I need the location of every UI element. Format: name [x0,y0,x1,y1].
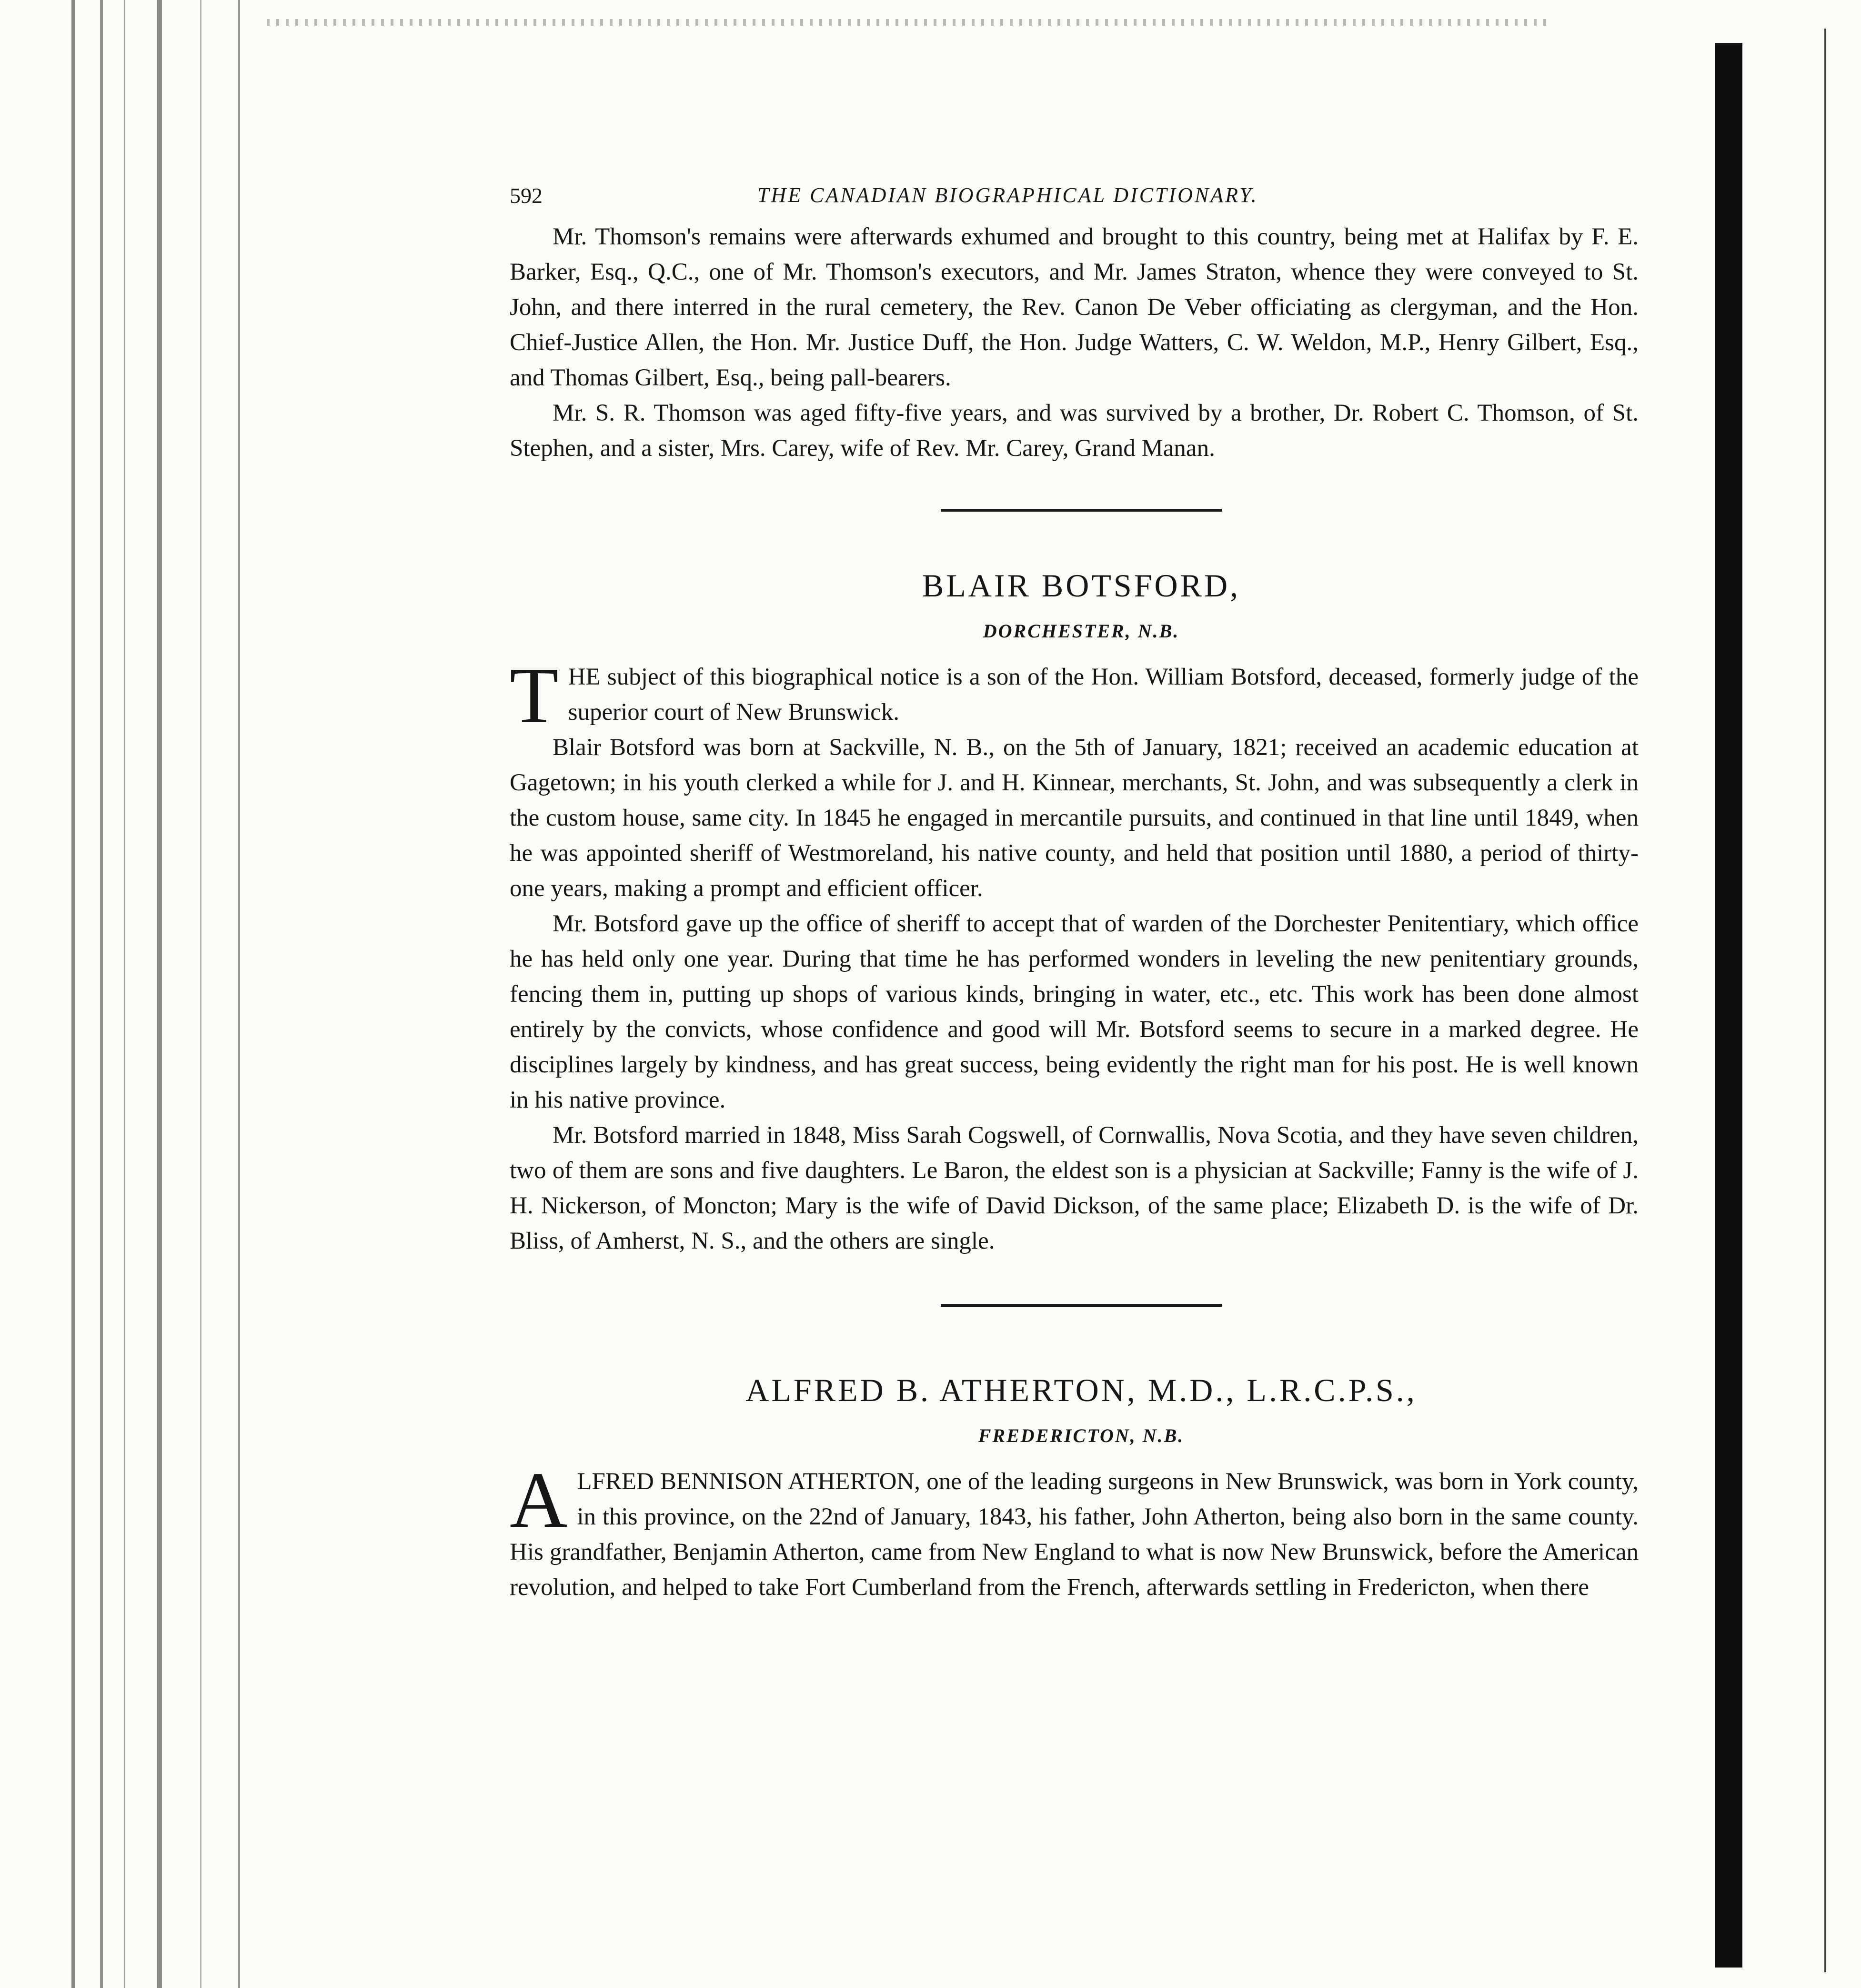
page-number: 592 [510,183,543,208]
entry-opening [510,651,1653,740]
drop-cap: A [510,1456,568,1544]
scan-right-line [1824,29,1826,1972]
intro-section [510,219,1653,466]
scan-right-border [1715,43,1742,1968]
entry-paragraph: Mr. Botsford gave up the office of sheriff to accept that of warden of the Dorchester Penitentiary, which office he has held only one year. During that time he has performed wonders in leveling the new penitentiary grounds, fencing them in, putting up shops of various kinds, bringing in water, etc., etc. This work has been done almost entirely by the convicts, whose confidence and good will Mr. Botsford seems to secure in a marked degree. He disciplines largely by kindness, and has great success, being evidently the right man for his post. He is well known in his native province. [510,910,1639,1113]
entry-botsford [510,566,1653,1259]
running-title: THE CANADIAN BIOGRAPHICAL DICTIONARY. [757,183,1258,207]
entry-atherton [510,1371,1653,1605]
entry-paragraph: Mr. Botsford married in 1848, Miss Sarah Cogswell, of Cornwallis, Nova Scotia, and they have seven children, two of them are sons and five daughters. Le Baron, the eldest son is a physician at Sackville; Fanny is the wife of J. H. Nickerson, of Moncton; Mary is the wife of David Dickson, of the same place; Elizabeth D. is the wife of Dr. Bliss, of Amherst, N. S., and the others are single. [510,1122,1639,1254]
entry-opening [510,1456,1653,1605]
section-divider [941,509,1222,512]
entry-paragraph: Blair Botsford was born at Sackville, N. B., on the 5th of January, 1821; received an academic education at Gagetown; in his youth clerked a while for J. and H. Kinnear, merchants, St. John, and was subsequently a clerk in the custom house, same city. In 1845 he engaged in mercantile pursuits, and continued in that line until 1849, when he was appointed sheriff of Westmoreland, his native county, and held that position until 1880, a period of thirty-one years, making a prompt and efficient officer. [510,734,1639,902]
entry-place: DORCHESTER, N.B. [983,620,1180,642]
entry-place: FREDERICTON, N.B. [978,1425,1185,1446]
intro-paragraph: Mr. Thomson's remains were afterwards exhumed and brought to this country, being met at Halifax by F. E. Barker, Esq., Q.C., one of Mr. Thomson's executors, and Mr. James Straton, whence they were conveyed to St. John, and there interred in the rural cemetery, the Rev. Canon De Veber officiating as clergyman, and the Hon. Chief-Justice Allen, the Hon. Mr. Justice Duff, the Hon. Judge Watters, C. W. Weldon, M.P., Henry Gilbert, Esq., and Thomas Gilbert, Esq., being pall-bearers. [510,223,1639,391]
opening-paragraph: HE subject of this biographical notice is a son of the Hon. William Botsford, deceased, formerly judge of the superior court of New Brunswick. [568,664,1639,726]
scan-top-noise [267,19,1553,26]
book-page [510,176,1653,1605]
scan-binding-edge [0,0,267,1988]
opening-paragraph: LFRED BENNISON ATHERTON, one of the leading surgeons in New Brunswick, was born in York county, in this province, on the 22nd of January, 1843, his father, John Atherton, being also born in the same county. His grandfather, Benjamin Atherton, came from New England to what is now New Brunswick, before the American revolution, and helped to take Fort Cumberland from the French, afterwards settling in Fredericton, when there [510,1468,1639,1601]
running-head [510,176,1653,210]
intro-paragraph: Mr. S. R. Thomson was aged fifty-five years, and was survived by a brother, Dr. Robert C. Thomson, of St. Stephen, and a sister, Mrs. Carey, wife of Rev. Mr. Carey, Grand Manan. [510,400,1639,462]
entry-name: ALFRED B. ATHERTON, M.D., L.R.C.P.S., [745,1372,1417,1408]
entry-name: BLAIR BOTSFORD, [922,567,1241,604]
drop-cap: T [510,651,559,740]
section-divider [941,1304,1222,1307]
